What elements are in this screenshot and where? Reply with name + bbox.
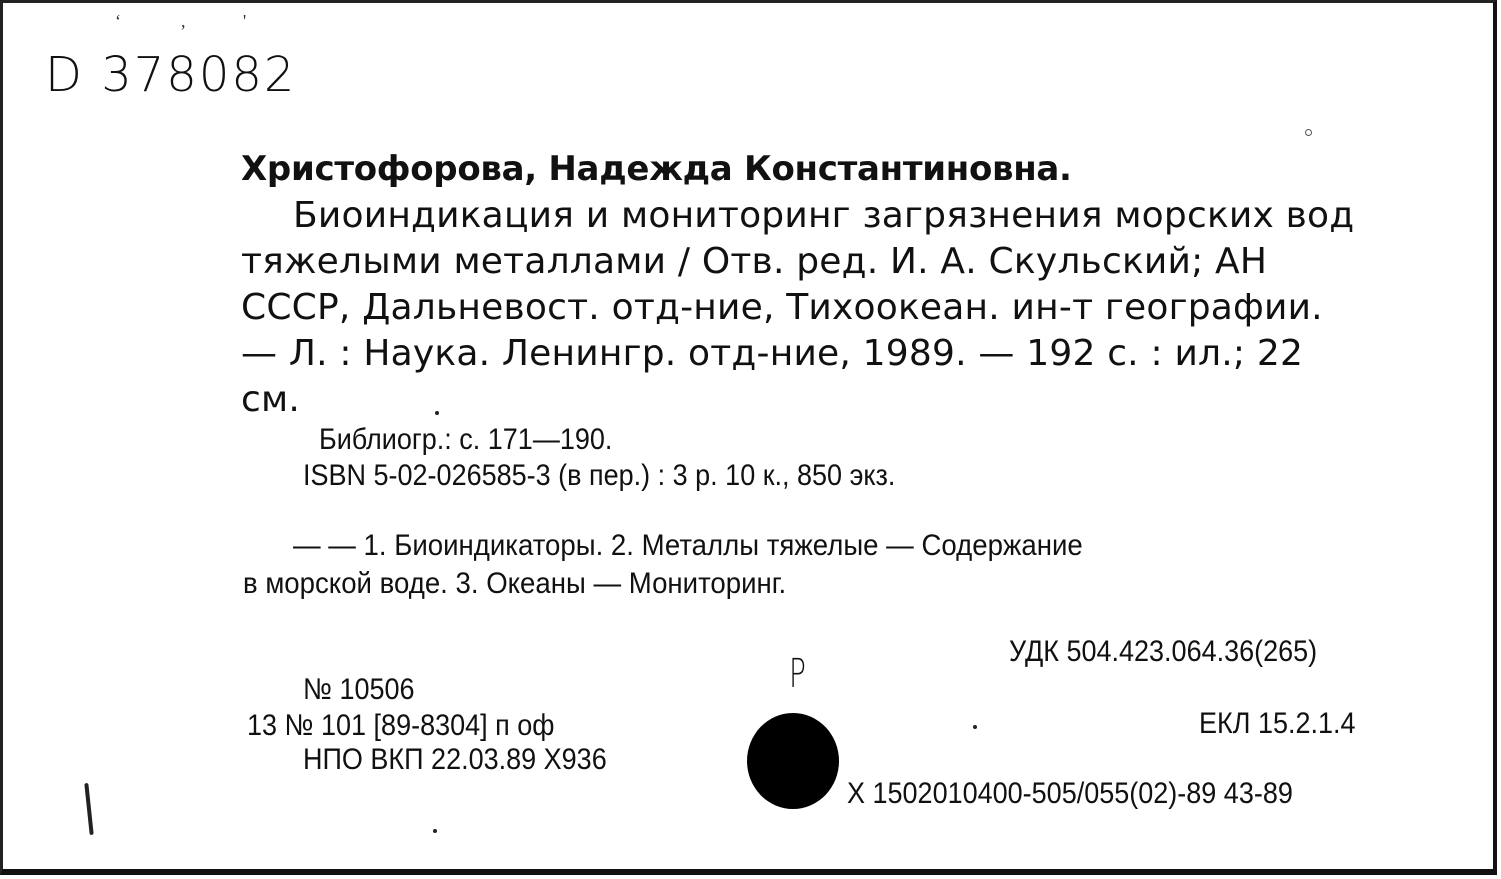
scratch-mark <box>84 783 93 835</box>
speck-mark: ‘ <box>115 11 121 31</box>
registration-number: № 10506 <box>303 673 415 706</box>
description-line: см. <box>241 379 300 420</box>
handwritten-call-number: D 378082 <box>45 47 297 103</box>
isbn-note: ISBN 5-02-026585-3 (в пер.) : 3 р. 10 к., 850 экз. <box>303 459 896 492</box>
speck-mark <box>435 411 439 415</box>
ekl-code: ЕКЛ 15.2.1.4 <box>1199 707 1356 740</box>
speck-mark: , <box>181 11 186 31</box>
author-heading: Христофорова, Надежда Константиновна. <box>241 149 1072 189</box>
description-line: Биоиндикация и мониторинг загрязнения морских вод <box>293 195 1355 236</box>
speck-mark: ' <box>243 11 247 31</box>
punched-hole <box>747 713 839 809</box>
description-line: — Л. : Наука. Ленингр. отд-ние, 1989. — 192 с. : ил.; 22 <box>241 333 1304 374</box>
subject-headings-line: — — 1. Биоиндикаторы. 2. Металлы тяжелые — Содержание <box>293 529 1083 562</box>
speck-mark <box>973 725 977 729</box>
x-code: X 1502010400-505/055(02)-89 43-89 <box>847 777 1293 810</box>
order-number: 13 № 101 [89-8304] п оф <box>247 709 555 742</box>
udk-code: УДК 504.423.064.36(265) <box>1009 635 1318 668</box>
handwritten-mark: P <box>789 651 806 697</box>
speck-mark <box>1305 129 1312 136</box>
bibliography-note: Библиогр.: с. 171—190. <box>319 423 613 456</box>
description-line: СССР, Дальневост. отд-ние, Тихоокеан. ин-т географии. <box>241 287 1323 328</box>
subject-headings-line: в морской воде. 3. Океаны — Мониторинг. <box>243 567 787 600</box>
publisher-info: НПО ВКП 22.03.89 X936 <box>303 743 607 776</box>
speck-mark <box>433 829 437 833</box>
description-line: тяжелыми металлами / Отв. ред. И. А. Скульский; АН <box>241 241 1268 282</box>
